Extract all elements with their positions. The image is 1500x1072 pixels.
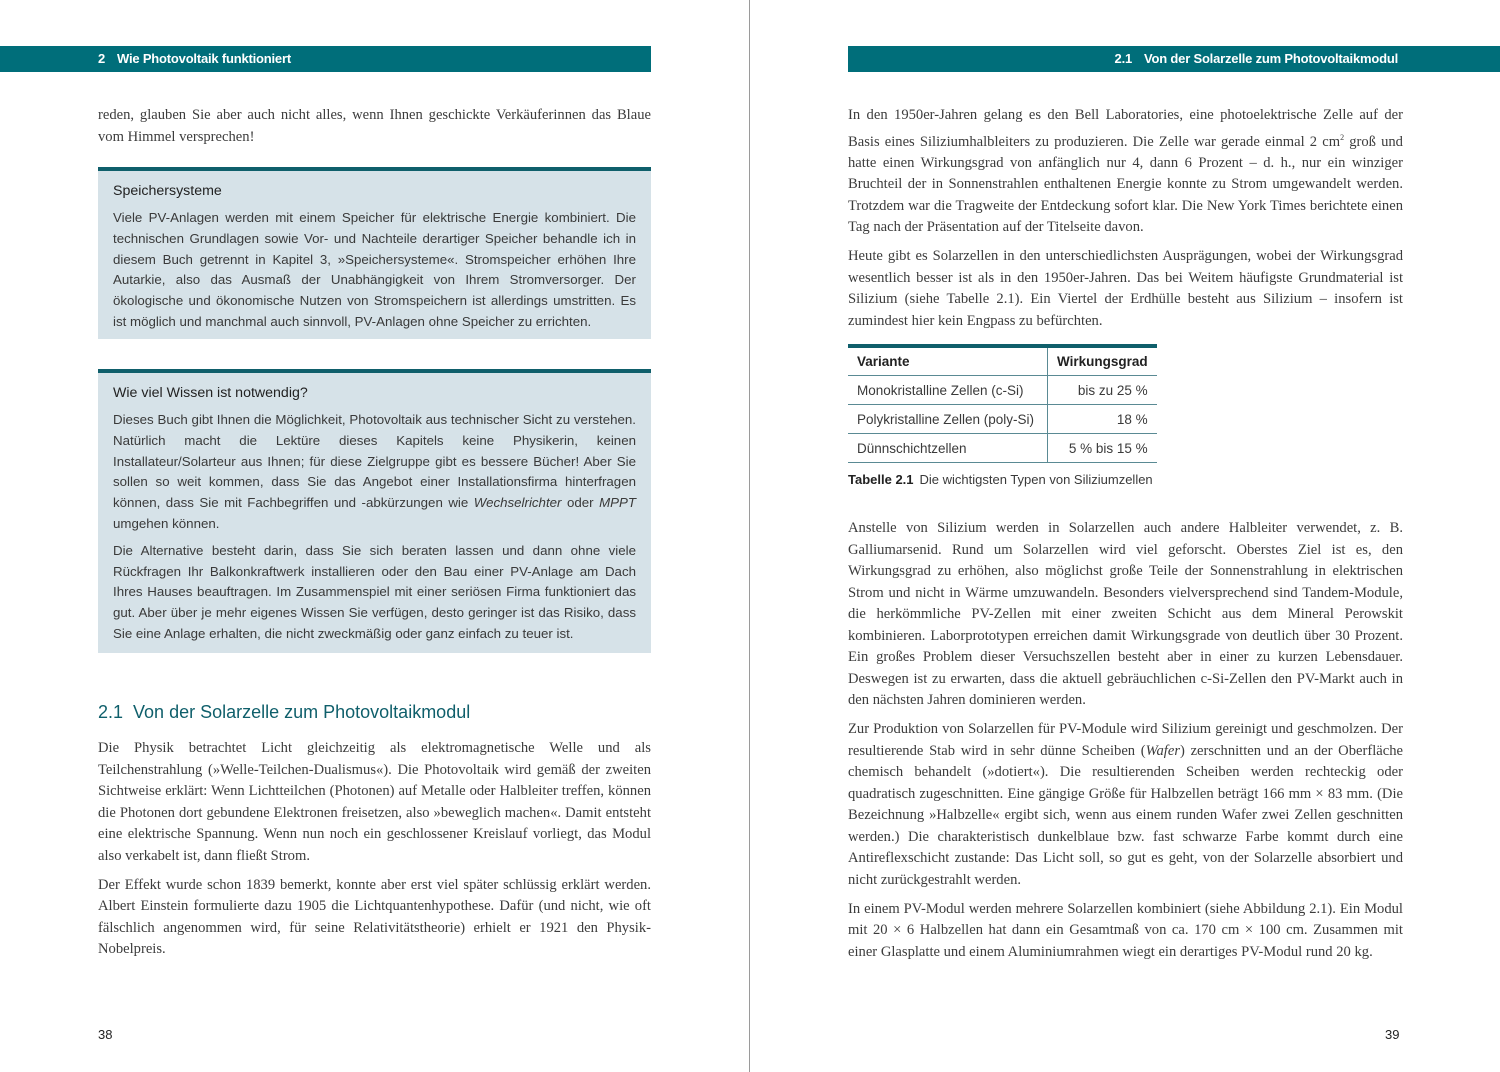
box-paragraph: Viele PV-Anlagen werden mit einem Speicher für elektrische Energie kombiniert. Die technischen Grundlagen sowie Vor- und Nachteile derartiger Speicher behandle ich in diesem Buch getrennt in Kapitel 3, »Speichersysteme«. Stromspeicher erhöhen Ihre Autarkie, also das Ausmaß der Unabhängigkeit von Ihrem Stromversorger. Der ökologische und ökonomische Nutzen von Stromspeichern ist allerdings umstritten. Es ist möglich und manchmal auch sinnvoll, PV-Anlagen ohne Speicher zu errichten. <box>113 210 636 329</box>
table-row <box>848 376 1157 405</box>
cell-variante: Monokristalline Zellen (c-Si) <box>848 376 1048 405</box>
table-caption <box>848 472 1157 487</box>
box-title: Speichersysteme <box>113 183 222 199</box>
section-body <box>98 738 651 968</box>
section-title: Von der Solarzelle zum Photovoltaikmodul <box>1144 51 1398 66</box>
cell-variante: Dünnschichtzellen <box>848 434 1048 463</box>
paragraph: In den 1950er-Jahren gelang es den Bell Laboratories, eine photoelektrische Zelle auf der Basis eines Siliziumhalbleiters zu produzieren. Die Zelle war gerade einmal 2 $cm^2$ groß und hatte einen Wirkungsgrad von anfänglich nur 4, dann 6 Prozent – d. h., nur ein winziger Bruchteil der in Sonnenstrahlen enthaltenen Energie konnte zu Strom umgewandelt werden. Trotzdem war die Tragweite der Entdeckung sofort klar. Die New York Times berichtete einen Tag nach der Präsentation auf der Titelseite davon. <box>848 107 1403 236</box>
right-page <box>750 0 1500 1072</box>
box-paragraph: Die Alternative besteht darin, dass Sie sich beraten lassen und dann ohne viele Rückfragen Ihr Balkonkraftwerk installieren oder den Bau einer PV-Anlage am Dach Ihres Hauses beauftragen. Im Zusammenspiel mit einer seriösen Firma funktioniert das gut. Aber über je mehr eigenes Wissen Sie verfügen, desto geringer ist das Risiko, dass Sie eine Anlage erhalten, die nicht zweckmäßig oder ganz einfach zu teuer ist. <box>113 542 636 641</box>
term-wechselrichter: Wechselrichter <box>473 495 562 511</box>
chapter-title: Wie Photovoltaik funktioniert <box>117 51 291 66</box>
intro-text: reden, glauben Sie aber auch nicht alles, wenn Ihnen geschickte Verkäuferinnen das Blaue vom Himmel versprechen! <box>98 107 651 145</box>
info-box-speichersysteme <box>98 167 651 339</box>
efficiency-table <box>848 344 1157 463</box>
caption-label: Tabelle 2.1 <box>848 472 914 487</box>
term-mppt: MPPT <box>599 495 636 511</box>
paragraph: Anstelle von Silizium werden in Solarzellen auch andere Halbleiter verwendet, z. B. Galliumarsenid. Rund um Solarzellen wird viel geforscht. Oberstes Ziel ist es, den Wirkungsgrad zu erhöhen, also möglichst große Teile der Sonnenstrahlung in elektrischen Strom und nicht in Wärme umzuwandeln. Besonders vielversprechend sind Tandem-Module, die herkömmliche PV-Zellen mit einer zweiten Schicht aus dem Mineral Perowskit kombinieren. Laborprototypen erreichen damit Wirkungsgrade von deutlich über 30 Prozent. Ein großes Problem dieser Versuchszellen besteht aber in einer zu kurzen Lebensdauer. Deswegen ist zu erwarten, dass die aktuell gebräuchlichen c-Si-Zellen den PV-Markt auch in den nächsten Jahren dominieren werden. <box>848 520 1403 708</box>
right-body-bottom <box>848 518 1403 971</box>
running-head-left <box>0 46 651 72</box>
section-heading <box>98 700 470 724</box>
cell-wirkungsgrad: 18 % <box>1048 405 1157 434</box>
column-header-wirkungsgrad: Wirkungsgrad <box>1048 346 1157 376</box>
section-title: Von der Solarzelle zum Photovoltaikmodul <box>133 702 471 722</box>
table-header-row <box>848 346 1157 376</box>
cell-wirkungsgrad: 5 % bis 15 % <box>1048 434 1157 463</box>
chapter-number: 2 <box>98 51 106 66</box>
term-wafer: Wafer <box>1145 742 1180 759</box>
paragraph: Der Effekt wurde schon 1839 bemerkt, konnte aber erst viel später schlüssig erklärt werden. Albert Einstein formulierte dazu 1905 die Lichtquantenhypothese. Dafür (und nicht, wie oft fälschlich angenommen wird, für seine Relativitätstheorie) erhielt er 1921 den Physik-Nobelpreis. <box>98 876 651 957</box>
page-number-left: 38 <box>98 1027 113 1042</box>
column-header-variante: Variante <box>848 346 1048 376</box>
section-number: 2.1 <box>98 702 124 722</box>
running-head-right <box>848 46 1500 72</box>
right-body-top <box>848 105 1403 340</box>
section-number: 2.1 <box>1114 51 1133 66</box>
paragraph: Die Physik betrachtet Licht gleichzeitig als elektromagnetische Welle und als Teilchenstrahlung (»Welle-Teilchen-Dualismus«). Die Photovoltaik wird gemäß der zweiten Sichtweise erklärt: Wenn Lichtteilchen (Photonen) auf Metalle oder Halbleiter treffen, können die Photonen dort gebundene Elektronen freisetzen, also »beweglich machen«. Damit entsteht eine elektrische Spannung. Wenn nun noch ein geschlossener Kreislauf vorliegt, das Modul also verkabelt ist, dann fließt Strom. <box>98 740 651 864</box>
page-number-right: 39 <box>1385 1027 1400 1042</box>
table-row <box>848 434 1157 463</box>
table-row <box>848 405 1157 434</box>
table-2-1 <box>848 344 1157 487</box>
cell-wirkungsgrad: bis zu 25 % <box>1048 376 1157 405</box>
info-box-wissen <box>98 369 651 653</box>
box-paragraph: Dieses Buch gibt Ihnen die Möglichkeit, Photovoltaik aus technischer Sicht zu verstehen. Natürlich macht die Lektüre dieses Kapitels keine Physikerin, keinen Installateur/Solarteur aus Ihnen; für diese Zielgruppe gibt es bessere Bücher! Aber Sie sollen so weit kommen, dass Sie das Angebot einer Installationsfirma hinterfragen können, dass Sie mit Fachbegriffen und -abkürzungen wie Wechselrichter oder MPPT umgehen können. <box>113 412 636 531</box>
box-title: Wie viel Wissen ist notwendig? <box>113 385 308 401</box>
caption-text: Die wichtigsten Typen von Siliziumzellen <box>919 472 1153 487</box>
paragraph: In einem PV-Modul werden mehrere Solarzellen kombiniert (siehe Abbildung 2.1). Ein Modul mit 20 × 6 Halbzellen hat dann ein Gesamtmaß von ca. 170 cm × 100 cm. Zusammen mit einer Glasplatte und einem Aluminiumrahmen wiegt ein derartiges PV-Modul rund 20 kg. <box>848 900 1403 960</box>
left-page <box>0 0 749 1072</box>
paragraph: Heute gibt es Solarzellen in den unterschiedlichsten Ausprägungen, wobei der Wirkungsgrad wesentlich besser ist als in den 1950er-Jahren. Das bei Weitem häufigste Grundmaterial ist Silizium (siehe Tabelle 2.1). Ein Viertel der Erdhülle besteht aus Silizium – insofern ist zumindest hier kein Engpass zu befürchten. <box>848 248 1403 329</box>
intro-paragraph <box>98 105 651 156</box>
cell-variante: Polykristalline Zellen (poly-Si) <box>848 405 1048 434</box>
paragraph: Zur Produktion von Solarzellen für PV-Module wird Silizium gereinigt und geschmolzen. Der resultierende Stab wird in sehr dünne Scheiben (Wafer) zerschnitten und an der Oberfläche chemisch behandelt (»dotiert«). Die resultierenden Scheiben werden rechteckig oder quadratisch zugeschnitten. Eine gängige Größe für Halbzellen beträgt 166 mm × 83 mm. (Die Bezeichnung »Halbzelle« ergibt sich, wenn aus einem runden Wafer zwei Zellen geschnitten werden.) Die charakteristisch dunkelblaue bzw. fast schwarze Farbe kommt durch eine Antireflexschicht zustande: Das Licht soll, so gut es geht, von der Solarzelle absorbiert und nicht zurückgestrahlt werden. <box>848 721 1403 888</box>
